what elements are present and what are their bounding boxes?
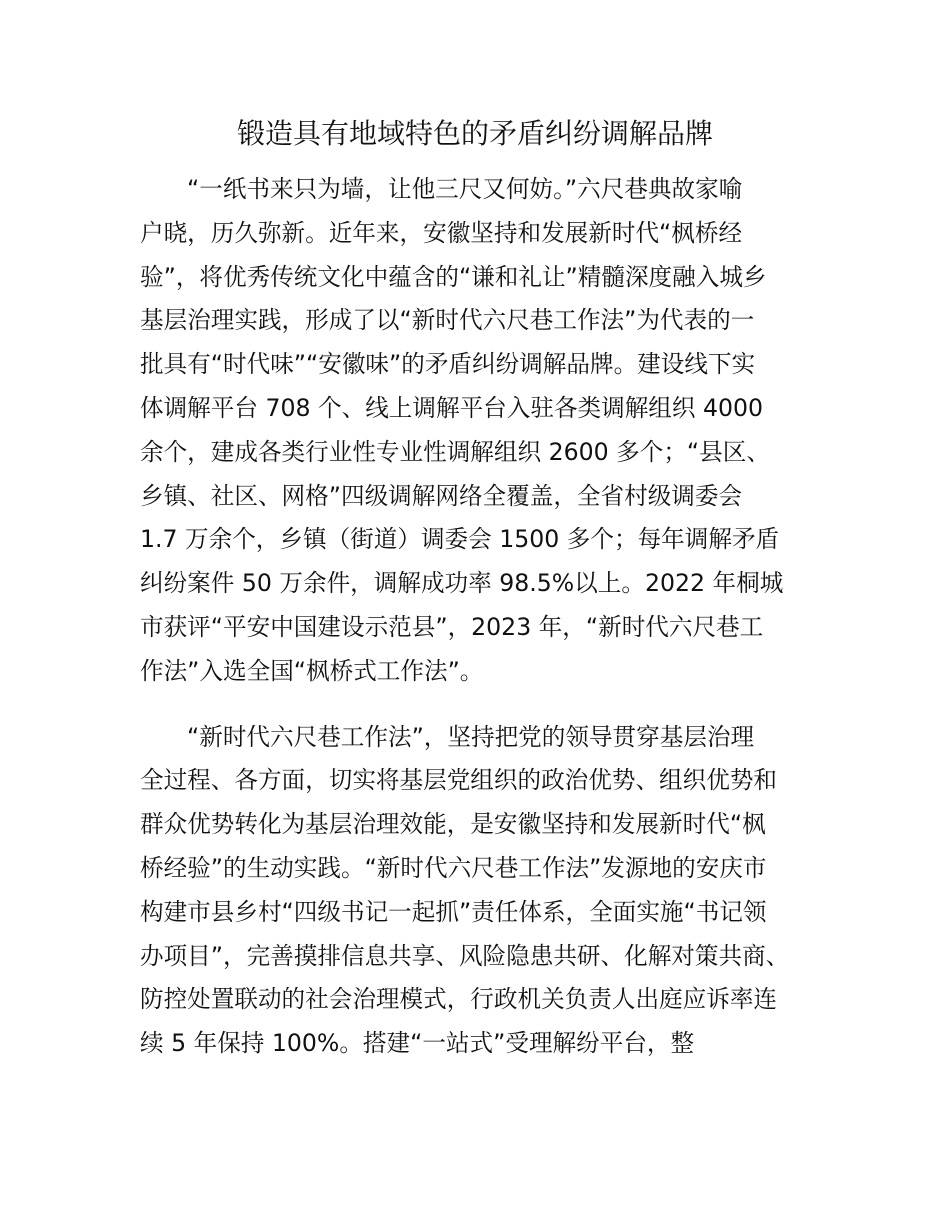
paragraph-line: 防控处置联动的社会治理模式，行政机关负责人出庭应诉率连	[140, 985, 778, 1014]
document-body	[140, 168, 830, 1066]
paragraph-line: 纠纷案件 50 万余件，调解成功率 98.5%以上。2022 年桐城	[140, 569, 784, 598]
paragraph-line: 验”，将优秀传统文化中蕴含的“谦和礼让”精髓深度融入城乡	[140, 262, 767, 291]
paragraph-line: 构建市县乡村“四级书记一起抓”责任体系，全面实施“书记领	[140, 897, 767, 926]
paragraph-line: “一纸书来只为墙，让他三尺又何妨。”六尺巷典故家喻	[187, 175, 743, 203]
paragraph-line: 体调解平台 708 个、线上调解平台入驻各类调解组织 4000	[140, 393, 764, 422]
paragraph-line: 办项目”，完善摸排信息共享、风险隐患共研、化解对策共商、	[140, 941, 790, 970]
paragraph-line: 批具有“时代味”“安徽味”的矛盾纠纷调解品牌。建设线下实	[140, 350, 756, 379]
paragraph-line: 余个，建成各类行业性专业性调解组织 2600 多个；“县区、	[140, 437, 770, 466]
paragraph-line: 市获评“平安中国建设示范县”，2023 年，“新时代六尺巷工	[140, 612, 764, 641]
paragraph-line: 基层治理实践，形成了以“新时代六尺巷工作法”为代表的一	[140, 306, 755, 335]
paragraph-line: 桥经验”的生动实践。“新时代六尺巷工作法”发源地的安庆市	[140, 853, 767, 882]
paragraph-line: 1.7 万余个，乡镇（街道）调委会 1500 多个；每年调解矛盾	[140, 525, 780, 554]
paragraph-line: 群众优势转化为基层治理效能，是安徽坚持和发展新时代“枫	[140, 810, 766, 839]
paragraph-line: 作法”入选全国“枫桥式工作法”。	[140, 656, 484, 685]
paragraph-line: 续 5 年保持 100%。搭建“一站式”受理解纷平台，整	[140, 1029, 695, 1058]
paragraph-2	[140, 716, 830, 1066]
paragraph-line: 户晓，历久弥新。近年来，安徽坚持和发展新时代“枫桥经	[140, 218, 743, 247]
paragraph-1	[140, 168, 830, 694]
paragraph-line: “新时代六尺巷工作法”，坚持把党的领导贯穿基层治理	[187, 722, 755, 751]
document-title: 锻造具有地域特色的矛盾纠纷调解品牌	[236, 117, 713, 150]
paragraph-line: 全过程、各方面，切实将基层党组织的政治优势、组织优势和	[140, 766, 778, 795]
paragraph-line: 乡镇、社区、网格”四级调解网络全覆盖，全省村级调委会	[140, 481, 743, 510]
